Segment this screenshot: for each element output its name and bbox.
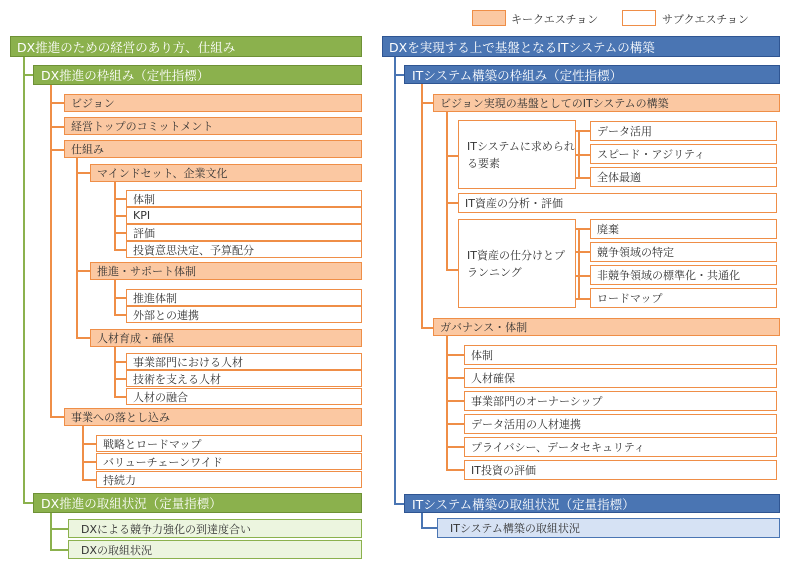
- right-governance-item: 体制: [464, 345, 777, 365]
- right-analysis: IT資産の分析・評価: [458, 193, 777, 213]
- right-planning-item: 廃棄: [590, 219, 777, 239]
- connector: [576, 251, 590, 253]
- connector: [421, 527, 437, 529]
- connector: [576, 130, 590, 132]
- legend-key-swatch: [472, 10, 506, 26]
- connector: [446, 336, 448, 471]
- connector: [114, 396, 126, 398]
- right-requirements-item: スピード・アジリティ: [590, 144, 777, 164]
- connector: [421, 327, 433, 329]
- connector: [114, 297, 126, 299]
- connector: [50, 549, 68, 551]
- left-business-item: バリューチェーンワイド: [96, 453, 362, 470]
- connector: [578, 228, 580, 299]
- connector: [576, 275, 590, 277]
- connector: [76, 172, 90, 174]
- left-business-item: 戦略とロードマップ: [96, 435, 362, 452]
- left-talent-item: 技術を支える人材: [126, 370, 362, 387]
- right-framework-title: ITシステム構築の枠組み（定性指標）: [404, 65, 780, 84]
- left-status-item: DXによる競争力強化の到達度合い: [68, 519, 362, 538]
- connector: [76, 158, 78, 338]
- connector: [50, 513, 52, 550]
- right-governance: ガバナンス・体制: [433, 318, 780, 336]
- left-vision: ビジョン: [64, 94, 362, 112]
- left-support: 推進・サポート体制: [90, 262, 362, 280]
- connector: [394, 503, 404, 505]
- connector: [446, 469, 464, 471]
- left-support-item: 外部との連携: [126, 306, 362, 323]
- left-status-title: DX推進の取組状況（定量指標）: [33, 493, 362, 513]
- connector: [576, 228, 590, 230]
- connector: [114, 378, 126, 380]
- connector: [421, 102, 433, 104]
- connector: [82, 443, 96, 445]
- left-support-item: 推進体制: [126, 289, 362, 306]
- left-mindset-item: 投資意思決定、予算配分: [126, 241, 362, 258]
- connector: [114, 198, 126, 200]
- right-requirements-item: 全体最適: [590, 167, 777, 187]
- connector: [23, 74, 33, 76]
- connector: [394, 74, 404, 76]
- connector: [50, 126, 64, 128]
- right-foundation: ビジョン実現の基盤としてのITシステムの構築: [433, 94, 780, 112]
- connector: [576, 177, 590, 179]
- connector: [446, 446, 464, 448]
- right-planning-item: ロードマップ: [590, 288, 777, 308]
- connector: [23, 57, 25, 504]
- connector: [23, 502, 33, 504]
- left-commitment: 経営トップのコミットメント: [64, 117, 362, 135]
- left-talent: 人材育成・確保: [90, 329, 362, 347]
- connector: [446, 354, 464, 356]
- connector: [446, 111, 448, 270]
- connector: [50, 102, 64, 104]
- left-mindset-item: KPI: [126, 207, 362, 224]
- connector: [446, 202, 458, 204]
- connector: [394, 57, 396, 505]
- legend-sub-swatch: [622, 10, 656, 26]
- left-mindset: マインドセット、企業文化: [90, 164, 362, 182]
- connector: [421, 84, 423, 328]
- connector: [446, 269, 458, 271]
- connector: [76, 270, 90, 272]
- left-mindset-item: 体制: [126, 190, 362, 207]
- right-main-title: DXを実現する上で基盤となるITシステムの構築: [382, 36, 780, 57]
- connector: [114, 232, 126, 234]
- left-status-item: DXの取組状況: [68, 540, 362, 559]
- right-requirements-item: データ活用: [590, 121, 777, 141]
- right-planning-item: 競争領域の特定: [590, 242, 777, 262]
- connector: [50, 416, 64, 418]
- connector: [50, 528, 68, 530]
- connector: [446, 423, 464, 425]
- right-governance-item: データ活用の人材連携: [464, 414, 777, 434]
- connector: [50, 149, 64, 151]
- left-talent-item: 人材の融合: [126, 388, 362, 405]
- legend-key-label: キークエスチョン: [511, 13, 599, 26]
- connector: [446, 400, 464, 402]
- left-talent-item: 事業部門における人材: [126, 353, 362, 370]
- right-planning-item: 非競争領域の標準化・共通化: [590, 265, 777, 285]
- left-framework-title: DX推進の枠組み（定性指標）: [33, 65, 362, 85]
- right-planning-group: IT資産の仕分けとプランニング: [458, 219, 576, 308]
- right-governance-item: 事業部門のオーナーシップ: [464, 391, 777, 411]
- connector: [82, 426, 84, 480]
- connector: [114, 347, 116, 397]
- right-requirements-group: ITシステムに求められる要素: [458, 120, 576, 189]
- right-governance-item: プライバシー、データセキュリティ: [464, 437, 777, 457]
- right-governance-item: 人材確保: [464, 368, 777, 388]
- connector: [114, 249, 126, 251]
- connector: [446, 155, 458, 157]
- connector: [82, 461, 96, 463]
- left-mindset-item: 評価: [126, 224, 362, 241]
- connector: [76, 337, 90, 339]
- right-status-item: ITシステム構築の取組状況: [437, 518, 780, 538]
- connector: [446, 377, 464, 379]
- right-governance-item: IT投資の評価: [464, 460, 777, 480]
- connector: [50, 85, 52, 417]
- connector: [82, 479, 96, 481]
- connector: [576, 298, 590, 300]
- left-mechanism: 仕組み: [64, 140, 362, 158]
- left-business-item: 持続力: [96, 471, 362, 488]
- connector: [114, 314, 126, 316]
- connector: [114, 361, 126, 363]
- left-business: 事業への落とし込み: [64, 408, 362, 426]
- right-status-title: ITシステム構築の取組状況（定量指標）: [404, 494, 780, 513]
- connector: [114, 215, 126, 217]
- left-main-title: DX推進のための経営のあり方、仕組み: [10, 36, 362, 57]
- connector: [576, 154, 590, 156]
- legend-sub-label: サブクエスチョン: [662, 13, 749, 26]
